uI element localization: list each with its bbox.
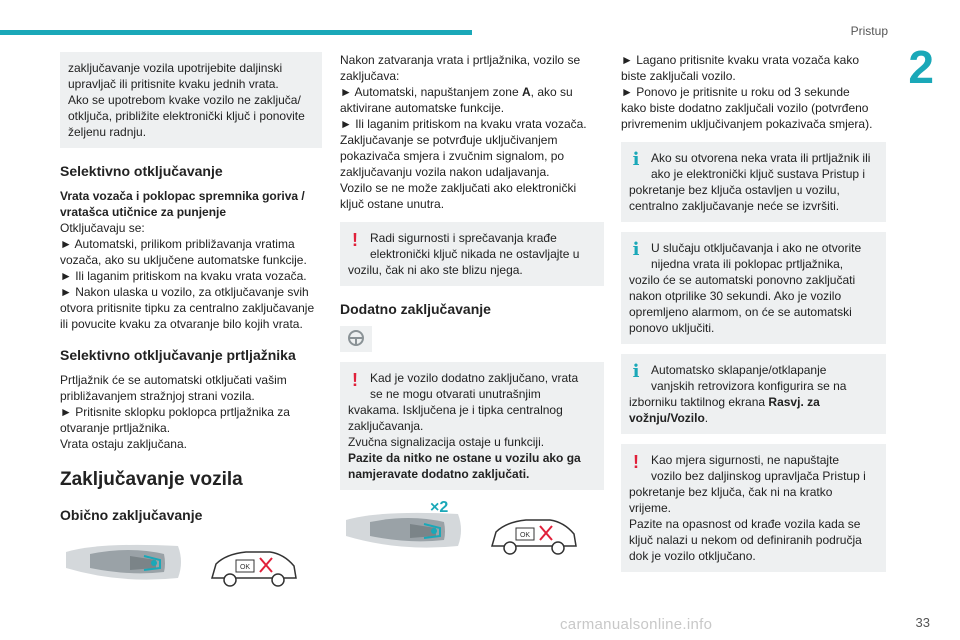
text-line: ključ ostane unutra. <box>340 197 445 211</box>
text-line: vozača, ako su uključene automatske funkcije. <box>60 253 307 267</box>
chapter-number: 2 <box>908 41 934 93</box>
text-line: Ako su otvorena neka vrata ili prtljažnik ili <box>651 151 871 165</box>
ok-label: OK <box>239 564 251 571</box>
text-line: privremenim uključivanjem pokazivača smjera). <box>621 117 873 131</box>
text-line: pokretanje bez ključa ostavljen u vozilu, <box>629 183 840 197</box>
locking-illustration <box>60 532 322 600</box>
car-lock-icon <box>206 532 302 600</box>
text-line: ► Pritisnite sklopku poklopca prtljažnika za <box>60 405 290 419</box>
column-2 <box>340 52 604 568</box>
text-line: Vozilo se ne može zaključati ako elektronički <box>340 181 577 195</box>
text-line: Ako se upotrebom kvake vozilo ne zaključa/ <box>68 93 301 107</box>
text-line: Pazite na opasnost od krađe vozila kada se <box>629 517 861 531</box>
double-locking-illustration <box>340 500 604 568</box>
text-line: nakon otprilike 30 sekundi. Ako je vozilo <box>629 289 842 303</box>
zone-label: A <box>521 85 531 99</box>
text-line: Kao mjera sigurnosti, ne napuštajte <box>651 453 840 467</box>
text-line: vozilu, čak ni ako ste blizu njega. <box>348 263 523 277</box>
continued-note-box <box>60 52 322 148</box>
text-line: ► Ili laganim pritiskom na kvaku vrata vozača. <box>340 117 587 131</box>
text-line: Zaključavanje se potvrđuje uključivanjem <box>340 133 558 147</box>
text-line <box>340 84 604 100</box>
text-line: približavanjem stražnjoj strani vozila. <box>60 389 255 403</box>
heading-selective-unlocking: Selektivno otključavanje <box>60 163 223 179</box>
column-3 <box>621 52 886 582</box>
text-line <box>629 394 878 410</box>
warning-box-security <box>621 444 886 572</box>
warning-icon: ! <box>352 370 358 390</box>
text-fragment: ► Automatski, napuštanjem zone <box>340 85 522 99</box>
text-line: zaključavanja. <box>348 419 424 433</box>
page-number: 33 <box>915 615 930 630</box>
text-line: upravljač ili pritisnite kvaku jednih vrata. <box>68 77 279 91</box>
multiplier-label: ×2 <box>430 500 449 516</box>
text-line: opremljeno alarmom, on će se automatski <box>629 305 852 319</box>
text-line: centralno zaključavanje neće se izvršiti. <box>629 199 840 213</box>
door-handle-icon <box>60 532 188 600</box>
warning-icon: ! <box>633 452 639 472</box>
text-line: namjeravate dodatno zaključati. <box>348 467 530 481</box>
info-icon: i <box>632 149 640 170</box>
text-fragment: . <box>704 411 709 425</box>
text-line: biste zaključali vozilo. <box>621 69 736 83</box>
menu-name: Vozilo <box>670 411 705 425</box>
text-line: otključa, približite elektronički ključ i ponovite <box>68 109 305 123</box>
subheading-line: Vrata vozača i poklopac spremnika goriva / <box>60 189 305 203</box>
text-line: vozilo će se automatski ponovno zaključati <box>629 273 856 287</box>
header-accent-bar <box>0 30 472 35</box>
text-line: Prtljažnik će se automatski otključati vašim <box>60 373 287 387</box>
text-line: pokazivača smjera i zvučnim signalom, po <box>340 149 565 163</box>
text-line: zaključavanje vozila upotrijebite daljinski <box>68 61 283 75</box>
text-line: pokretanje bez ključa, čak ni na kratko <box>629 485 833 499</box>
text-line: ► Ili laganim pritiskom na kvaku vrata vozača. <box>60 269 307 283</box>
warning-box-extra-locking <box>340 362 604 490</box>
text-line: dok je vozilo otključano. <box>629 549 756 563</box>
text-line: ► Automatski, prilikom približavanja vratima <box>60 237 295 251</box>
menu-name: Rasvj. za <box>768 395 820 409</box>
text-line: vozilo bez daljinskog upravljača Pristup i <box>651 469 866 483</box>
text-line: zaključava: <box>340 69 400 83</box>
heading-vehicle-locking: Zaključavanje vozila <box>60 469 243 490</box>
text-line: kvakama. Isključena je i tipka centralnog <box>348 403 563 417</box>
info-icon: i <box>632 361 640 382</box>
info-box-central-locking <box>621 142 886 222</box>
text-line: ponovo uključiti. <box>629 321 715 335</box>
text-line: elektronički ključ nikada ne ostavljajte u <box>370 247 580 261</box>
subheading-line: vratašca utičnice za punjenje <box>60 205 227 219</box>
menu-name: vožnju <box>629 411 667 425</box>
text-fragment: , ako su <box>530 85 573 99</box>
warning-box <box>340 222 604 286</box>
heading-extra-locking: Dodatno zaključavanje <box>340 301 491 317</box>
text-line: Kad je vozilo dodatno zaključano, vrata <box>370 371 579 385</box>
text-line: U slučaju otključavanja i ako ne otvorite <box>651 241 862 255</box>
info-box-auto-relock <box>621 232 886 344</box>
door-handle-icon <box>340 500 468 568</box>
steering-wheel-icon <box>340 326 372 352</box>
section-title: Pristup <box>850 24 888 38</box>
text-line: se ne mogu otvarati unutrašnjim <box>370 387 541 401</box>
heading-normal-locking: Obično zaključavanje <box>60 507 203 523</box>
watermark: carmanualsonline.info <box>560 616 713 633</box>
text-line: Nakon zatvaranja vrata i prtljažnika, vozilo se <box>340 53 581 67</box>
ok-label: OK <box>519 532 531 539</box>
info-icon: i <box>632 239 640 260</box>
text-line: zaključavanju vozila nakon udaljavanja. <box>340 165 550 179</box>
text-line <box>629 410 878 426</box>
text-line: ► Nakon ulaska u vozilo, za otključavanje svih <box>60 285 309 299</box>
text-line: nijedna vrata ili poklopac prtljažnika, <box>651 257 844 271</box>
text-line: Vrata ostaju zaključana. <box>60 437 187 451</box>
text-line: Pazite da nitko ne ostane u vozilu ako ga <box>348 451 581 465</box>
text-line: Zvučna signalizacija ostaje u funkciji. <box>348 435 545 449</box>
text-line: aktivirane automatske funkcije. <box>340 101 505 115</box>
text-line: otvora pritisnite tipku za centralno zaključavanje <box>60 301 315 315</box>
text-line: Automatsko sklapanje/otklapanje <box>651 363 827 377</box>
text-line: vanjskih retrovizora konfigurira se na <box>651 379 847 393</box>
text-line: Otključavaju se: <box>60 221 145 235</box>
text-line: ► Lagano pritisnite kvaku vrata vozača kako <box>621 53 860 67</box>
text-line: otvaranje prtljažnika. <box>60 421 171 435</box>
warning-icon: ! <box>352 230 358 250</box>
text-line: ili povucite kvaku za otvaranje bilo kojih vrata. <box>60 317 303 331</box>
text-fragment: izborniku taktilnog ekrana <box>629 395 769 409</box>
column-1 <box>60 52 322 600</box>
menu-separator: / <box>667 411 671 425</box>
info-box-mirrors <box>621 354 886 434</box>
text-line: željenu radnju. <box>68 125 147 139</box>
car-lock-icon <box>486 500 582 568</box>
text-line: ► Ponovo je pritisnite u roku od 3 sekunde <box>621 85 850 99</box>
text-line: kako biste dodatno zaključali vozilo (potvrđeno <box>621 101 869 115</box>
text-line: ako je elektronički ključ sustava Pristup i <box>651 167 866 181</box>
text-line: ključ nalazi u nekom od definiranih područja <box>629 533 862 547</box>
heading-trunk-unlocking: Selektivno otključavanje prtljažnika <box>60 347 296 363</box>
text-line: Radi sigurnosti i sprečavanja krađe <box>370 231 557 245</box>
text-line: vrijeme. <box>629 501 672 515</box>
